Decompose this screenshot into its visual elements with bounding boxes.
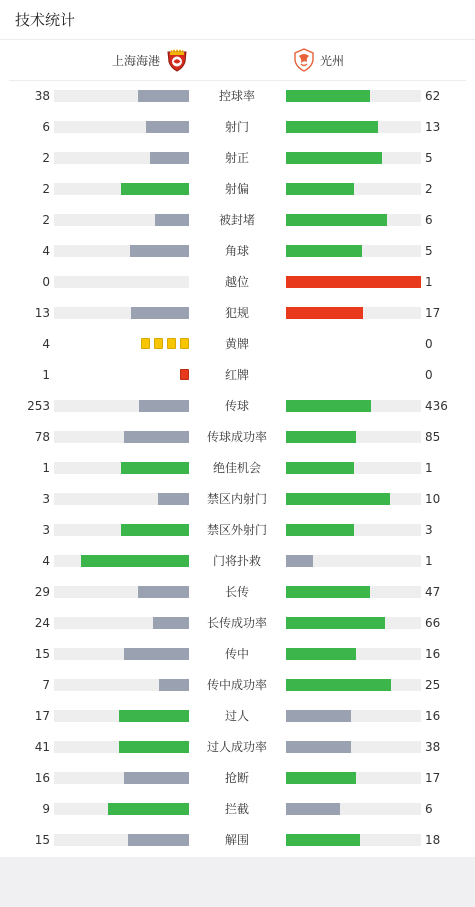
home-stat-bar-fill xyxy=(119,741,189,753)
away-stat-bar xyxy=(286,245,421,257)
away-stat-bar xyxy=(286,803,421,815)
stat-label: 抢断 xyxy=(224,771,249,785)
home-stat-bar-fill xyxy=(158,493,189,505)
home-stat-bar xyxy=(54,462,189,474)
stat-label: 越位 xyxy=(224,275,249,289)
stat-row xyxy=(0,515,475,546)
home-stat-value: 2 xyxy=(42,182,50,196)
home-stat-bar xyxy=(54,617,189,629)
home-stat-bar xyxy=(54,121,189,133)
stat-row xyxy=(0,205,475,236)
home-stat-bar-fill xyxy=(119,710,189,722)
away-stat-value: 5 xyxy=(425,244,433,258)
stats-list xyxy=(0,81,475,856)
home-stat-value: 2 xyxy=(42,151,50,165)
home-stat-bar xyxy=(54,183,189,195)
home-stat-value: 4 xyxy=(42,244,50,258)
away-stat-bar-fill xyxy=(286,400,371,412)
away-stat-value: 18 xyxy=(425,833,441,847)
away-stat-bar-fill xyxy=(286,276,421,288)
stat-row xyxy=(0,701,475,732)
away-stat-value: 17 xyxy=(425,771,441,785)
home-stat-bar xyxy=(54,648,189,660)
away-stat-bar xyxy=(286,648,421,660)
away-stat-bar xyxy=(286,307,421,319)
home-stat-bar-fill xyxy=(124,648,189,660)
home-stat-bar xyxy=(54,803,189,815)
home-stat-bar-fill xyxy=(121,524,189,536)
away-stat-bar-fill xyxy=(286,121,378,133)
yellow-card-icon xyxy=(180,338,189,349)
away-stat-bar-fill xyxy=(286,307,363,319)
stat-label: 传球 xyxy=(224,399,249,413)
home-stat-value: 17 xyxy=(34,709,50,723)
away-stat-bar xyxy=(286,772,421,784)
stat-row xyxy=(0,546,475,577)
stat-label: 过人 xyxy=(224,709,249,723)
away-stat-bar-fill xyxy=(286,617,385,629)
stat-row xyxy=(0,174,475,205)
away-stat-bar-fill xyxy=(286,586,370,598)
stat-row xyxy=(0,639,475,670)
stat-row xyxy=(0,360,475,391)
away-stat-bar xyxy=(286,617,421,629)
home-stat-bar xyxy=(54,431,189,443)
yellow-card-icon xyxy=(141,338,150,349)
away-stat-value: 16 xyxy=(425,647,441,661)
stat-label: 门将扑救 xyxy=(212,554,261,568)
home-stat-bar xyxy=(54,214,189,226)
stat-row xyxy=(0,143,475,174)
away-stat-bar xyxy=(286,710,421,722)
stat-label: 黄牌 xyxy=(224,337,249,351)
stat-label: 长传成功率 xyxy=(206,616,267,630)
stat-label: 过人成功率 xyxy=(206,740,267,754)
away-stat-value: 6 xyxy=(425,213,433,227)
away-stat-bar-fill xyxy=(286,90,370,102)
home-stat-value: 15 xyxy=(34,647,50,661)
away-stat-value: 25 xyxy=(425,678,441,692)
away-stat-bar xyxy=(286,90,421,102)
home-stat-value: 4 xyxy=(42,554,50,568)
home-stat-value: 1 xyxy=(42,368,50,382)
home-stat-bar-fill xyxy=(128,834,189,846)
home-stat-bar-fill xyxy=(139,400,189,412)
panel-header xyxy=(0,0,475,40)
away-stat-bar-fill xyxy=(286,555,313,567)
stat-label: 禁区内射门 xyxy=(206,492,267,506)
away-stat-value: 6 xyxy=(425,802,433,816)
home-stat-value: 7 xyxy=(42,678,50,692)
home-stat-value: 41 xyxy=(34,740,50,754)
away-stat-bar-fill xyxy=(286,152,382,164)
home-stat-bar xyxy=(54,524,189,536)
stat-label: 传球成功率 xyxy=(206,430,267,444)
away-stat-bar xyxy=(286,462,421,474)
away-stat-value: 17 xyxy=(425,306,441,320)
home-stat-bar xyxy=(54,586,189,598)
stat-row xyxy=(0,391,475,422)
home-stat-bar-fill xyxy=(138,90,189,102)
home-stat-bar-fill xyxy=(131,307,189,319)
stat-row xyxy=(0,794,475,825)
red-card-icon xyxy=(180,369,189,380)
home-stat-value: 1 xyxy=(42,461,50,475)
home-stat-value: 6 xyxy=(42,120,50,134)
home-stat-value: 15 xyxy=(34,833,50,847)
away-stat-bar-fill xyxy=(286,834,360,846)
stat-row xyxy=(0,608,475,639)
home-stat-bar-fill xyxy=(153,617,189,629)
away-stat-value: 16 xyxy=(425,709,441,723)
away-stat-bar-fill xyxy=(286,462,354,474)
away-stat-bar xyxy=(286,121,421,133)
home-stat-value: 29 xyxy=(34,585,50,599)
home-stat-bar xyxy=(54,710,189,722)
away-stat-value: 5 xyxy=(425,151,433,165)
away-stat-value: 1 xyxy=(425,275,433,289)
away-stat-bar xyxy=(286,555,421,567)
home-stat-bar-fill xyxy=(155,214,189,226)
yellow-card-icon xyxy=(154,338,163,349)
home-stat-bar-fill xyxy=(159,679,189,691)
home-stat-bar xyxy=(54,834,189,846)
stat-label: 射门 xyxy=(224,120,249,134)
away-stat-bar-fill xyxy=(286,214,387,226)
stat-row xyxy=(0,763,475,794)
stat-row xyxy=(0,267,475,298)
stat-label: 红牌 xyxy=(224,368,249,382)
away-stat-value: 62 xyxy=(425,89,441,103)
home-stat-value: 78 xyxy=(34,430,50,444)
stat-row xyxy=(0,732,475,763)
home-stat-bar xyxy=(54,400,189,412)
home-stat-bar xyxy=(54,245,189,257)
stat-label: 控球率 xyxy=(218,89,255,103)
away-stat-bar xyxy=(286,276,421,288)
home-stat-bar xyxy=(54,276,189,288)
away-team[interactable] xyxy=(292,40,344,80)
away-stat-bar xyxy=(286,183,421,195)
away-stat-value: 66 xyxy=(425,616,441,630)
away-stat-value: 1 xyxy=(425,461,433,475)
away-stat-value: 10 xyxy=(425,492,441,506)
shanghai-port-crest-icon xyxy=(165,48,189,72)
stat-row xyxy=(0,825,475,856)
home-stat-value: 24 xyxy=(34,616,50,630)
stat-label: 长传 xyxy=(224,585,249,599)
away-stat-value: 47 xyxy=(425,585,441,599)
gwangju-crest-icon xyxy=(292,48,316,72)
home-stat-value: 16 xyxy=(34,771,50,785)
away-stat-value: 85 xyxy=(425,430,441,444)
yellow-card-icon xyxy=(167,338,176,349)
home-stat-bar-fill xyxy=(130,245,189,257)
away-stat-bar-fill xyxy=(286,245,362,257)
home-stat-value: 4 xyxy=(42,337,50,351)
away-stat-bar xyxy=(286,679,421,691)
home-stat-value: 0 xyxy=(42,275,50,289)
away-team-name: 光州 xyxy=(320,53,345,68)
home-stat-bar xyxy=(54,679,189,691)
home-stat-bar xyxy=(54,555,189,567)
home-stat-bar-fill xyxy=(108,803,189,815)
away-stat-value: 38 xyxy=(425,740,441,754)
home-team[interactable] xyxy=(112,40,189,80)
stat-row xyxy=(0,577,475,608)
home-stat-bar xyxy=(54,741,189,753)
stat-label: 射正 xyxy=(224,151,249,165)
away-stat-value: 0 xyxy=(425,337,433,351)
home-stat-value: 2 xyxy=(42,213,50,227)
home-stat-value: 13 xyxy=(34,306,50,320)
home-stat-bar-fill xyxy=(150,152,189,164)
away-stat-bar xyxy=(286,214,421,226)
away-stat-bar-fill xyxy=(286,710,351,722)
away-stat-bar-fill xyxy=(286,524,354,536)
away-stat-bar-fill xyxy=(286,493,390,505)
stat-row xyxy=(0,236,475,267)
home-stat-bar-fill xyxy=(124,772,189,784)
stat-label: 拦截 xyxy=(224,802,249,816)
away-stat-bar xyxy=(286,400,421,412)
stat-row xyxy=(0,81,475,112)
stat-row xyxy=(0,453,475,484)
home-stat-bar xyxy=(54,493,189,505)
away-stat-bar xyxy=(286,834,421,846)
stat-label: 被封堵 xyxy=(218,213,255,227)
home-stat-bar-fill xyxy=(121,183,189,195)
stat-row xyxy=(0,484,475,515)
home-stat-bar-fill xyxy=(124,431,189,443)
stat-label: 犯规 xyxy=(224,306,249,320)
home-stat-bar xyxy=(54,307,189,319)
stat-label: 传中 xyxy=(224,647,249,661)
home-stat-value: 38 xyxy=(34,89,50,103)
stat-row xyxy=(0,670,475,701)
away-stat-bar-fill xyxy=(286,772,356,784)
panel-title: 技术统计 xyxy=(15,11,76,29)
home-stat-bar xyxy=(54,772,189,784)
home-stat-value: 253 xyxy=(27,399,50,413)
home-stat-bar-fill xyxy=(121,462,189,474)
home-stat-bar xyxy=(54,90,189,102)
away-stat-bar-fill xyxy=(286,183,354,195)
home-stat-value: 3 xyxy=(42,492,50,506)
away-stat-bar-fill xyxy=(286,431,356,443)
home-stat-bar xyxy=(54,152,189,164)
away-stat-bar xyxy=(286,524,421,536)
away-stat-bar-fill xyxy=(286,741,351,753)
away-stat-value: 436 xyxy=(425,399,448,413)
away-stat-value: 0 xyxy=(425,368,433,382)
stat-label: 射偏 xyxy=(224,182,249,196)
away-stat-bar xyxy=(286,741,421,753)
stat-row xyxy=(0,329,475,360)
stat-row xyxy=(0,298,475,329)
teams-row xyxy=(9,40,466,81)
stat-label: 解围 xyxy=(224,833,249,847)
stat-label: 角球 xyxy=(224,244,249,258)
away-stat-value: 3 xyxy=(425,523,433,537)
stat-label: 绝佳机会 xyxy=(212,461,261,475)
home-team-name: 上海海港 xyxy=(111,53,160,68)
away-stat-bar xyxy=(286,431,421,443)
home-card-icons xyxy=(180,369,189,381)
away-stat-bar-fill xyxy=(286,803,340,815)
away-stat-bar-fill xyxy=(286,679,391,691)
away-stat-value: 1 xyxy=(425,554,433,568)
home-stat-bar-fill xyxy=(81,555,189,567)
home-stat-bar-fill xyxy=(138,586,189,598)
home-stat-value: 3 xyxy=(42,523,50,537)
away-stat-bar xyxy=(286,586,421,598)
away-stat-bar xyxy=(286,493,421,505)
away-stat-bar xyxy=(286,152,421,164)
away-stat-bar-fill xyxy=(286,648,356,660)
stat-row xyxy=(0,422,475,453)
away-stat-value: 13 xyxy=(425,120,441,134)
stat-label: 传中成功率 xyxy=(206,678,267,692)
home-card-icons xyxy=(141,338,189,350)
home-stat-value: 9 xyxy=(42,802,50,816)
stat-row xyxy=(0,112,475,143)
home-stat-bar-fill xyxy=(146,121,189,133)
stat-label: 禁区外射门 xyxy=(206,523,267,537)
away-stat-value: 2 xyxy=(425,182,433,196)
